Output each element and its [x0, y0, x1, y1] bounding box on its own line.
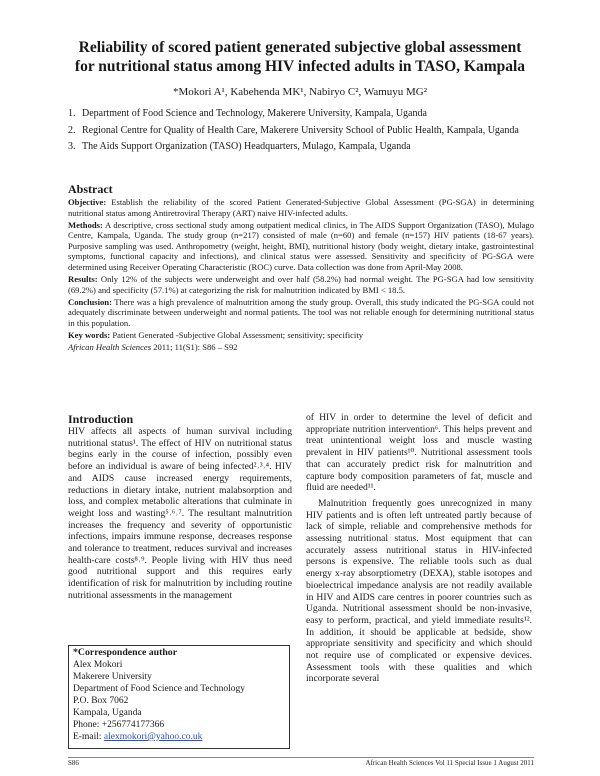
affiliation-text: Regional Centre for Quality of Health Care, Makerere University School of Public Health, Kampala, Uganda	[82, 124, 519, 136]
affiliation-item	[68, 141, 538, 154]
introduction-heading: Introduction	[68, 412, 134, 426]
keywords-label: Key words:	[68, 330, 111, 341]
affiliation-text: The Aids Support Organization (TASO) Headquarters, Mulago, Kampala, Uganda	[82, 141, 411, 152]
affiliation-item	[68, 108, 538, 121]
correspondence-heading: *Correspondence author	[73, 647, 178, 658]
conclusion-label: Conclusion:	[68, 296, 112, 307]
abstract-keywords	[68, 330, 534, 341]
title-line-1: Reliability of scored patient generated subjective global assessment	[78, 39, 522, 56]
abstract-objective	[68, 197, 534, 218]
footer-divider	[68, 757, 534, 758]
correspondence-line: P.O. Box 7062	[73, 696, 129, 706]
intro-paragraph: Malnutrition frequently goes unrecognized in many HIV patients and is often left untreated partly because of lack of simple, reliable and comprehensive methods for assessing nutritional status. Most equipment that can accurately assess nutritional status in HIV-infected persons is expensive. The reliable tools such as dual energy x-ray absorptiometry (DEXA), stable isotopes and bioelectrical impedance analysis are not readily available in HIV and AIDS care centres in poorer countries such as Uganda. Nutritional assessment should be non-invasive, easy to perform, practical, and yield immediate results¹². In addition, it should be applicable at bedside, show appropriate sensitivity and specificity and which should not require use of complicated or expensive devices. Assessment tools with these qualities and which incorporate several	[306, 497, 532, 685]
correspondence-line: Phone: +256774177366	[73, 720, 165, 730]
title-line-2: for nutritional status among HIV infected adults in TASO, Kampala	[74, 58, 526, 75]
correspondence-box	[68, 645, 290, 749]
methods-label: Methods:	[68, 219, 103, 230]
affiliation-list	[68, 108, 538, 158]
results-label: Results:	[68, 274, 98, 285]
email-label: E-mail:	[73, 732, 104, 742]
affiliation-text: Department of Food Science and Technology, Makerere University, Kampala, Uganda	[82, 108, 427, 119]
methods-text: A descriptive, cross sectional study among outpatient medical clinics, in The AIDS Support Organization (TASO), Mulago Centre, Kampala, Uganda. The study group (n=217) consisted of male (n=60) and female (n=157) HIV patients (18-67 years). Purposive sampling was used. Anthropometry (weight, height, BMI), nutritional history (body weight, dietary intake, gastrointestinal symptoms, functional capacity and infections), and clinical status were assessed. Sensitivity and specificity of PG-SGA were determined using Receiver Operating Characteristic (ROC) curve. Data collection was done from April-May 2008.	[68, 219, 534, 273]
journal-footer: African Health Sciences Vol 11 Special Issue 1 August 2011	[365, 759, 534, 767]
citation	[68, 342, 534, 353]
keywords-text: Patient Generated -Subjective Global Assessment; sensitivity; specificity	[110, 330, 363, 341]
email-link[interactable]: alexmokori@yahoo.co.uk	[103, 732, 203, 742]
correspondence-line: Alex Mokori	[73, 660, 123, 670]
correspondence-line: Kampala, Uganda	[73, 708, 142, 718]
abstract-results	[68, 274, 534, 295]
citation-volume: 2011; 11(S1): S86 – S92	[151, 342, 238, 353]
left-column	[68, 426, 292, 602]
affiliation-number: 1.	[68, 108, 76, 119]
abstract-body	[68, 197, 534, 354]
intro-paragraph: of HIV in order to determine the level of deficit and appropriate nutrition intervention⁶. This helps prevent and treat unintentional weight loss and muscle wasting prevalent in HIV patients¹⁰. Nutritional assessment tools that can accurately predict risk for malnutrition and capture body composition parameters of fat, muscle and fluid are needed¹¹.	[306, 412, 532, 494]
results-text: Only 12% of the subjects were underweight and over half (58.2%) had normal weight. The PG-SGA had low sensitivity (69.2%) and specificity (57.1%) at categorizing the risk for malnutrition indicated by BMI < 18.5.	[68, 274, 534, 295]
objective-label: Objective:	[68, 197, 107, 207]
intro-paragraph: HIV affects all aspects of human survival including nutritional status¹. The effect of HIV on nutritional status begins early in the course of infection, possibly even before an individual is aware of being infected²˒³˒⁴. HIV and AIDS cause increased energy requirements, reductions in dietary intake, nutrient malabsorption and loss, and complex metabolic alterations that culminate in weight loss and wasting⁵˒⁶˒⁷. The resultant malnutrition increases the frequency and severity of opportunistic infections, impairs immune response, decreases response and tolerance to treatment, reduces survival and increases health-care costs⁸˒⁹. People living with HIV thus need good nutritional support and this requires early identification of risk for malnutrition by including routine nutritional assessments in the management	[68, 426, 292, 601]
affiliation-number: 2.	[68, 124, 76, 136]
abstract-methods	[68, 220, 534, 273]
affiliation-item	[68, 125, 538, 138]
page-number: S86	[68, 759, 79, 767]
citation-journal: African Health Sciences	[68, 342, 152, 353]
correspondence-email-line	[73, 731, 285, 743]
conclusion-text: There was a high prevalence of malnutrition among the study group. Overall, this study indicated the PG-SGA could not adequately discriminate between underweight and normal patients. The tool was not reliable enough for determining nutritional status in this population.	[68, 296, 534, 329]
objective-text: Establish the reliability of the scored Patient Generated-Subjective Global Assessment (PG-SGA) in determining nutritional status among Antiretroviral Therapy (ART) naive HIV-infected adults.	[68, 197, 534, 218]
correspondence-line: Department of Food Science and Technology	[73, 684, 245, 694]
correspondence-line: Makerere University	[73, 672, 152, 682]
paper-title	[60, 38, 540, 76]
abstract-conclusion	[68, 297, 534, 329]
affiliation-number: 3.	[68, 141, 76, 152]
right-column	[306, 412, 532, 685]
abstract-heading: Abstract	[68, 182, 113, 196]
author-list: *Mokori A¹, Kabehenda MK¹, Nabiryo C², Wamuyu MG²	[172, 86, 428, 98]
